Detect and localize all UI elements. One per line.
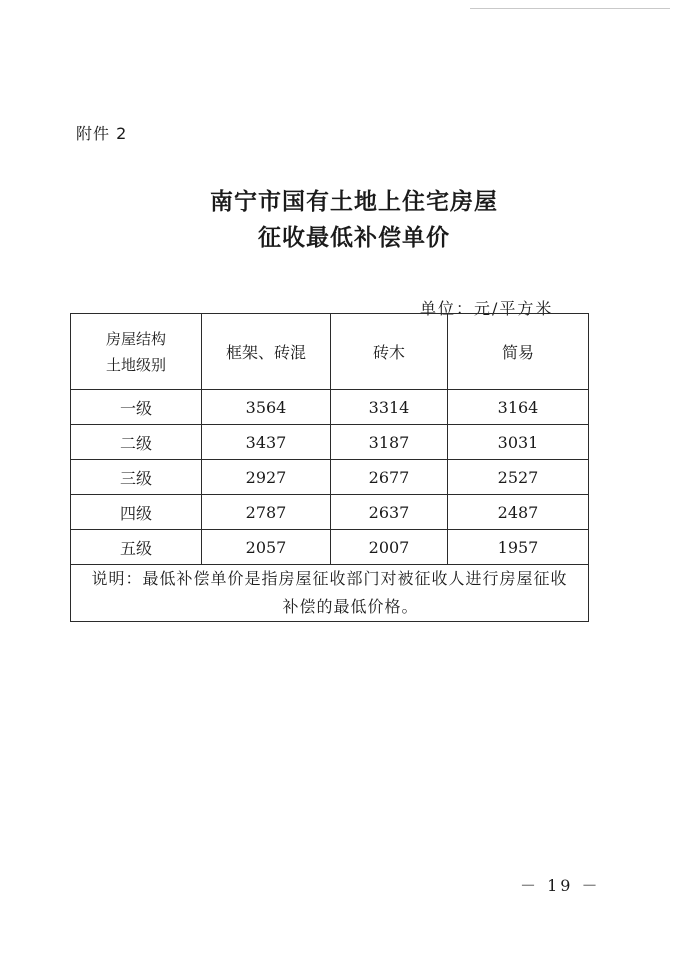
note-cell bbox=[71, 565, 589, 622]
value-cell: 1957 bbox=[448, 530, 589, 565]
grade-cell: 一级 bbox=[71, 390, 202, 425]
compensation-table bbox=[70, 313, 589, 622]
note-line-2: 补偿的最低价格。 bbox=[282, 597, 419, 616]
table-row bbox=[71, 530, 589, 565]
value-cell: 3164 bbox=[448, 390, 589, 425]
value-cell: 2677 bbox=[331, 460, 448, 495]
table-row bbox=[71, 425, 589, 460]
grade-cell: 三级 bbox=[71, 460, 202, 495]
value-cell: 2527 bbox=[448, 460, 589, 495]
table-row bbox=[71, 460, 589, 495]
value-cell: 3564 bbox=[202, 390, 331, 425]
column-header: 砖木 bbox=[331, 314, 448, 390]
header-corner-cell bbox=[71, 314, 202, 390]
grade-cell: 五级 bbox=[71, 530, 202, 565]
corner-land-grade-label: 土地级别 bbox=[105, 355, 166, 374]
table-header-row bbox=[71, 314, 589, 390]
table-note-row bbox=[71, 565, 589, 622]
value-cell: 2057 bbox=[202, 530, 331, 565]
page-number: － 19 － bbox=[520, 876, 601, 895]
table-row bbox=[71, 390, 589, 425]
attachment-label: 附件 2 bbox=[76, 124, 128, 143]
value-cell: 3314 bbox=[331, 390, 448, 425]
unit-label: 单位：元/平方米 bbox=[420, 299, 554, 318]
column-header: 框架、砖混 bbox=[202, 314, 331, 390]
grade-cell: 二级 bbox=[71, 425, 202, 460]
note-line-1: 说明：最低补偿单价是指房屋征收部门对被征收人进行房屋征收 bbox=[91, 569, 568, 588]
value-cell: 3187 bbox=[331, 425, 448, 460]
document-title-line2: 征收最低补偿单价 bbox=[258, 225, 450, 251]
top-rule-divider bbox=[470, 8, 670, 9]
value-cell: 3031 bbox=[448, 425, 589, 460]
value-cell: 2637 bbox=[331, 495, 448, 530]
value-cell: 2927 bbox=[202, 460, 331, 495]
value-cell: 2007 bbox=[331, 530, 448, 565]
column-header: 简易 bbox=[448, 314, 589, 390]
table-row bbox=[71, 495, 589, 530]
value-cell: 3437 bbox=[202, 425, 331, 460]
value-cell: 2487 bbox=[448, 495, 589, 530]
grade-cell: 四级 bbox=[71, 495, 202, 530]
value-cell: 2787 bbox=[202, 495, 331, 530]
corner-structure-label: 房屋结构 bbox=[105, 329, 166, 348]
document-title-line1: 南宁市国有土地上住宅房屋 bbox=[210, 189, 498, 215]
